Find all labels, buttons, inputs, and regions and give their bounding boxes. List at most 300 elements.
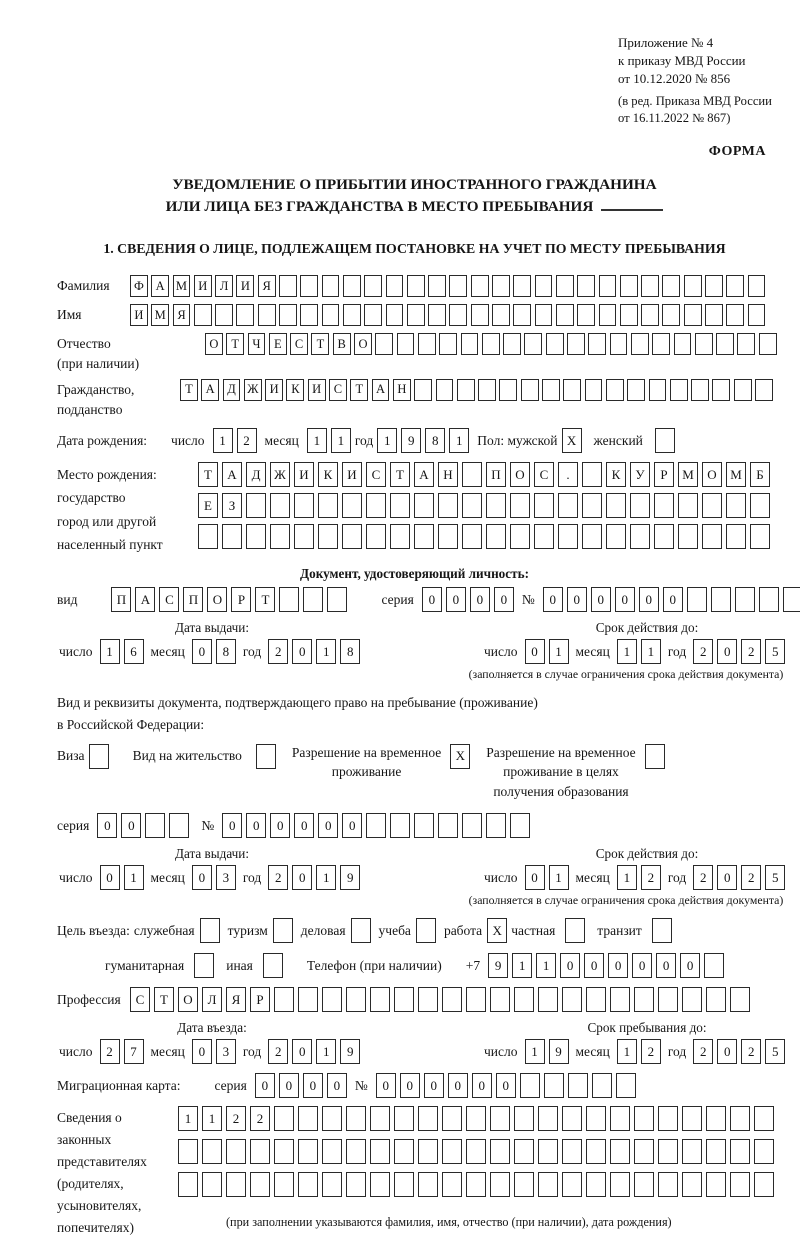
form-cell <box>606 493 626 518</box>
option-edu-permit <box>486 743 664 802</box>
form-cell <box>562 987 582 1012</box>
form-cell <box>322 275 340 297</box>
purpose-humanitarian: гуманитарная <box>105 953 214 978</box>
form-cell <box>322 1172 342 1197</box>
form-cell <box>438 493 458 518</box>
form-cell <box>735 587 755 612</box>
form-cell <box>705 275 723 297</box>
representatives-row <box>57 1106 772 1238</box>
form-cell <box>270 524 290 549</box>
identity-expiry-line <box>482 639 800 664</box>
form-cell: 0 <box>292 865 312 890</box>
form-cell <box>279 304 297 326</box>
form-cell: 2 <box>268 1039 288 1064</box>
surname-cells <box>130 275 765 297</box>
citizenship-label-block <box>57 379 180 421</box>
residence-doc-intro <box>57 692 772 737</box>
day-label: число <box>484 869 518 885</box>
purpose-business-checkbox <box>351 918 371 943</box>
form-cell <box>706 1106 726 1131</box>
form-cell <box>645 744 665 769</box>
birth-place-cells-row3 <box>198 524 770 549</box>
form-cell <box>322 304 340 326</box>
form-cell <box>178 1139 198 1164</box>
form-cell: И <box>342 462 362 487</box>
given-name-row <box>57 304 772 326</box>
form-cell <box>610 1139 630 1164</box>
form-cell <box>750 524 770 549</box>
form-cell <box>198 524 218 549</box>
form-cell: Ч <box>248 333 266 355</box>
form-cell <box>759 587 779 612</box>
form-cell <box>274 1172 294 1197</box>
form-cell: И <box>194 275 212 297</box>
form-cell <box>346 1106 366 1131</box>
form-cell <box>390 493 410 518</box>
year-label: год <box>242 643 262 659</box>
form-cell <box>510 524 530 549</box>
form-cell <box>414 379 432 401</box>
form-cell: 2 <box>641 865 661 890</box>
residence-expiry-note: (заполняется в случае ограничения срока действия документа) <box>468 893 784 908</box>
form-cell <box>503 333 521 355</box>
year-label: год <box>354 432 374 448</box>
option-visa-checkbox <box>89 744 109 769</box>
given-name-cells <box>130 304 765 326</box>
form-cell <box>662 275 680 297</box>
year-label: год <box>667 643 687 659</box>
form-cell <box>748 304 766 326</box>
form-cell <box>397 333 415 355</box>
form-cell: 0 <box>100 865 120 890</box>
migration-card-row <box>57 1073 772 1098</box>
day-label: число <box>59 643 93 659</box>
form-cell <box>394 1172 414 1197</box>
form-cell: 1 <box>617 1039 637 1064</box>
form-cell: 0 <box>255 1073 275 1098</box>
form-cell <box>654 493 674 518</box>
form-cell: Н <box>393 379 411 401</box>
form-cell <box>346 1172 366 1197</box>
identity-expiry-col <box>422 620 800 682</box>
birth-day-cells <box>213 428 257 453</box>
residence-expiry-day <box>525 865 569 890</box>
stay-month <box>617 1039 661 1064</box>
form-cell <box>346 987 366 1012</box>
form-cell: Т <box>311 333 329 355</box>
form-cell <box>670 379 688 401</box>
form-cell <box>342 493 362 518</box>
form-cell <box>535 304 553 326</box>
form-cell: 0 <box>121 813 141 838</box>
identity-issue-col <box>57 620 422 682</box>
form-cell <box>370 1106 390 1131</box>
form-cell <box>606 524 626 549</box>
residence-series-cells <box>97 813 189 838</box>
form-cell <box>634 987 654 1012</box>
surname-row <box>57 275 772 297</box>
form-cell <box>414 813 434 838</box>
form-cell <box>486 493 506 518</box>
form-cell: 0 <box>656 953 676 978</box>
form-cell <box>712 379 730 401</box>
form-cell <box>236 304 254 326</box>
form-cell: 2 <box>693 865 713 890</box>
form-cell: 2 <box>100 1039 120 1064</box>
form-cell: 0 <box>342 813 362 838</box>
option-temp-label: Разрешение на временное проживание <box>291 744 442 780</box>
month-label: месяц <box>150 643 185 659</box>
form-cell <box>449 275 467 297</box>
form-cell <box>322 1139 342 1164</box>
representatives-note: (при заполнении указываются фамилия, имя, отчество (при наличии), дата рождения) <box>226 1215 672 1230</box>
form-cell <box>438 524 458 549</box>
form-cell: 0 <box>270 813 290 838</box>
month-label: месяц <box>150 1043 185 1059</box>
form-cell: Т <box>198 462 218 487</box>
form-cell: М <box>151 304 169 326</box>
form-cell <box>599 304 617 326</box>
form-cell <box>263 953 283 978</box>
form-cell: А <box>201 379 219 401</box>
form-cell: 0 <box>424 1073 444 1098</box>
identity-issue-day <box>100 639 144 664</box>
form-cell <box>514 987 534 1012</box>
form-cell: Е <box>269 333 287 355</box>
form-cell: 1 <box>641 639 661 664</box>
form-cell <box>577 275 595 297</box>
form-cell <box>478 379 496 401</box>
purpose-transit-checkbox <box>652 918 672 943</box>
form-cell <box>145 813 165 838</box>
form-cell <box>342 524 362 549</box>
form-cell: С <box>159 587 179 612</box>
appendix-line: к приказу МВД России <box>618 52 746 68</box>
form-cell <box>610 987 630 1012</box>
form-cell <box>386 304 404 326</box>
form-cell <box>513 275 531 297</box>
form-cell <box>658 1139 678 1164</box>
form-cell: 9 <box>549 1039 569 1064</box>
form-cell <box>726 524 746 549</box>
form-cell <box>390 813 410 838</box>
option-visa-label: Виза <box>57 747 85 763</box>
representatives-label-block: Сведения о законных представителях (родителях, усыновителях, попечителях) <box>57 1110 147 1235</box>
appendix-line: от 10.12.2020 № 856 <box>618 70 731 86</box>
residence-serial-row <box>57 813 772 838</box>
identity-number-label: № <box>521 591 535 607</box>
residence-issue-col <box>57 846 422 908</box>
form-cell: 2 <box>641 1039 661 1064</box>
purpose-official-checkbox <box>200 918 220 943</box>
form-cell: 1 <box>316 865 336 890</box>
purpose-study-checkbox <box>416 918 436 943</box>
form-cell <box>652 918 672 943</box>
stay-day <box>525 1039 569 1064</box>
form-cell: 0 <box>470 587 490 612</box>
appendix-line: Приложение № 4 <box>618 35 714 50</box>
purpose-tourism-checkbox <box>273 918 293 943</box>
form-cell <box>754 1106 774 1131</box>
identity-dates-block <box>57 620 784 682</box>
residence-issue-day <box>100 865 144 890</box>
form-cell <box>407 304 425 326</box>
form-cell <box>567 333 585 355</box>
form-cell: 0 <box>303 1073 323 1098</box>
form-cell <box>202 1172 222 1197</box>
form-cell: 2 <box>741 865 761 890</box>
form-cell <box>702 524 722 549</box>
form-cell <box>783 587 800 612</box>
form-cell <box>562 1172 582 1197</box>
form-cell <box>442 1139 462 1164</box>
migration-card-label: Миграционная карта: <box>57 1077 181 1093</box>
form-word-label: ФОРМА <box>708 143 766 159</box>
residence-issue-line <box>57 865 422 890</box>
form-cell <box>524 333 542 355</box>
form-cell: 2 <box>693 1039 713 1064</box>
form-cell <box>631 333 649 355</box>
form-cell: М <box>173 275 191 297</box>
form-cell <box>734 379 752 401</box>
form-cell <box>684 304 702 326</box>
form-cell <box>748 275 766 297</box>
form-cell <box>538 1106 558 1131</box>
form-cell: Р <box>654 462 674 487</box>
form-cell: М <box>726 462 746 487</box>
form-cell <box>730 1172 750 1197</box>
citizenship-cells <box>180 379 773 401</box>
form-cell <box>510 493 530 518</box>
representatives-cells-row1 <box>178 1106 774 1131</box>
form-cell <box>726 493 746 518</box>
birth-place-cells-row1 <box>198 462 770 487</box>
sex-label: Пол: мужской <box>477 432 558 448</box>
form-cell <box>366 524 386 549</box>
form-cell: 2 <box>237 428 257 453</box>
form-cell <box>215 304 233 326</box>
profession-label: Профессия <box>57 992 121 1008</box>
form-cell <box>641 275 659 297</box>
form-cell <box>691 379 709 401</box>
form-cell <box>649 379 667 401</box>
form-cell <box>298 1172 318 1197</box>
form-cell <box>322 987 342 1012</box>
form-cell <box>568 1073 588 1098</box>
birth-place-label-1: Место рождения: <box>57 467 157 483</box>
birth-place-label-4: населенный пункт <box>57 536 163 552</box>
form-cell: 0 <box>448 1073 468 1098</box>
form-cell <box>414 493 434 518</box>
stay-year <box>693 1039 785 1064</box>
option-edu-checkbox <box>645 744 665 769</box>
form-cell: 9 <box>488 953 508 978</box>
form-cell <box>610 1106 630 1131</box>
revision-line: (в ред. Приказа МВД России <box>618 93 772 108</box>
form-cell: О <box>354 333 372 355</box>
form-cell <box>89 744 109 769</box>
option-residence-label: Вид на жительство <box>132 747 242 763</box>
form-cell <box>274 1106 294 1131</box>
form-cell: Ф <box>130 275 148 297</box>
phone-prefix: +7 <box>465 957 481 973</box>
patronymic-row <box>57 333 772 375</box>
form-cell <box>343 275 361 297</box>
form-cell: X <box>487 918 507 943</box>
form-cell: И <box>308 379 326 401</box>
form-cell: И <box>236 275 254 297</box>
form-cell: А <box>414 462 434 487</box>
form-cell <box>490 987 510 1012</box>
form-cell: 0 <box>591 587 611 612</box>
residence-expiry-line <box>482 865 800 890</box>
title-line2: ИЛИ ЛИЦА БЕЗ ГРАЖДАНСТВА В МЕСТО ПРЕБЫВАНИЯ <box>57 196 772 219</box>
form-cell <box>730 1139 750 1164</box>
form-cell <box>634 1106 654 1131</box>
residence-dates-block <box>57 846 784 908</box>
form-cell <box>222 524 242 549</box>
form-cell <box>466 1172 486 1197</box>
form-cell: В <box>333 333 351 355</box>
form-cell: 0 <box>494 587 514 612</box>
form-cell <box>418 333 436 355</box>
form-cell: 2 <box>693 639 713 664</box>
form-cell <box>246 493 266 518</box>
form-cell <box>226 1139 246 1164</box>
form-cell <box>486 813 506 838</box>
form-cell <box>364 275 382 297</box>
form-cell: 2 <box>741 639 761 664</box>
form-cell: 1 <box>202 1106 222 1131</box>
form-cell: 0 <box>639 587 659 612</box>
year-label: год <box>242 869 262 885</box>
form-cell: Т <box>180 379 198 401</box>
form-cell <box>682 1106 702 1131</box>
purpose-work-checkbox <box>487 918 507 943</box>
form-cell <box>754 1172 774 1197</box>
form-cell <box>418 1139 438 1164</box>
form-cell <box>534 493 554 518</box>
birth-place-cells-block <box>198 462 770 549</box>
representatives-cells-row3 <box>178 1172 774 1197</box>
identity-issue-heading: Дата выдачи: <box>174 620 250 636</box>
identity-expiry-year <box>693 639 785 664</box>
form-cell: А <box>222 462 242 487</box>
form-cell <box>582 524 602 549</box>
option-temp-checkbox <box>450 744 470 769</box>
form-cell: 5 <box>765 1039 785 1064</box>
form-cell: 0 <box>717 1039 737 1064</box>
month-label: месяц <box>575 1043 610 1059</box>
form-cell <box>521 379 539 401</box>
form-cell <box>492 304 510 326</box>
entry-date-col <box>57 1020 422 1064</box>
form-cell: 0 <box>318 813 338 838</box>
identity-issue-year <box>268 639 360 664</box>
form-cell: 0 <box>472 1073 492 1098</box>
form-cell <box>418 1106 438 1131</box>
form-cell: 2 <box>268 865 288 890</box>
form-cell: 0 <box>422 587 442 612</box>
form-cell <box>490 1106 510 1131</box>
form-cell: С <box>290 333 308 355</box>
purpose-row <box>57 918 772 943</box>
form-cell <box>682 1172 702 1197</box>
form-cell <box>256 744 276 769</box>
representatives-cells-row2 <box>178 1139 774 1164</box>
phone-label: Телефон (при наличии) <box>306 957 442 973</box>
given-name-label: Имя <box>57 307 82 323</box>
form-cell <box>702 493 722 518</box>
form-cell: М <box>678 462 698 487</box>
form-cell <box>538 1172 558 1197</box>
form-cell: 0 <box>608 953 628 978</box>
revision-line: от 16.11.2022 № 867) <box>618 111 731 126</box>
month-label: месяц <box>575 869 610 885</box>
form-cell <box>258 304 276 326</box>
residence-number-cells <box>222 813 530 838</box>
form-cell: 1 <box>617 639 637 664</box>
form-cell: 1 <box>449 428 469 453</box>
form-cell: Б <box>750 462 770 487</box>
identity-doc-heading: Документ, удостоверяющий личность: <box>300 566 529 582</box>
form-cell: Е <box>198 493 218 518</box>
form-cell: X <box>562 428 582 453</box>
form-cell <box>436 379 454 401</box>
form-cell <box>514 1172 534 1197</box>
form-cell <box>442 1106 462 1131</box>
form-cell <box>428 275 446 297</box>
form-cell <box>652 333 670 355</box>
form-cell <box>586 987 606 1012</box>
purpose-business: деловая <box>301 918 371 943</box>
form-cell <box>462 813 482 838</box>
form-cell <box>556 304 574 326</box>
form-cell: 0 <box>584 953 604 978</box>
form-cell <box>370 987 390 1012</box>
form-cell <box>394 987 414 1012</box>
entry-month <box>192 1039 236 1064</box>
patronymic-cells <box>205 333 777 355</box>
form-cell <box>592 1073 612 1098</box>
form-cell: 1 <box>617 865 637 890</box>
identity-doc-row <box>57 587 772 612</box>
year-label: год <box>667 869 687 885</box>
residence-intro-line2: в Российской Федерации: <box>57 717 205 733</box>
option-residence-permit <box>133 743 276 769</box>
identity-expiry-day <box>525 639 569 664</box>
day-label: число <box>59 1043 93 1059</box>
identity-series-label: серия <box>381 591 414 607</box>
form-cell <box>586 1139 606 1164</box>
patronymic-sublabel: (при наличии) <box>57 356 140 372</box>
stay-until-col <box>422 1020 800 1064</box>
identity-expiry-month <box>617 639 661 664</box>
form-cell: З <box>222 493 242 518</box>
form-cell: У <box>630 462 650 487</box>
day-label: число <box>59 869 93 885</box>
form-cell: Т <box>255 587 275 612</box>
day-label: число <box>484 1043 518 1059</box>
form-cell <box>407 275 425 297</box>
form-cell: 0 <box>246 813 266 838</box>
birth-date-row <box>57 428 772 453</box>
year-label: год <box>242 1043 262 1059</box>
title-line1: УВЕДОМЛЕНИЕ О ПРИБЫТИИ ИНОСТРАННОГО ГРАЖДАНИНА <box>172 175 657 193</box>
form-cell <box>466 987 486 1012</box>
form-cell: 3 <box>216 865 236 890</box>
form-cell: С <box>329 379 347 401</box>
